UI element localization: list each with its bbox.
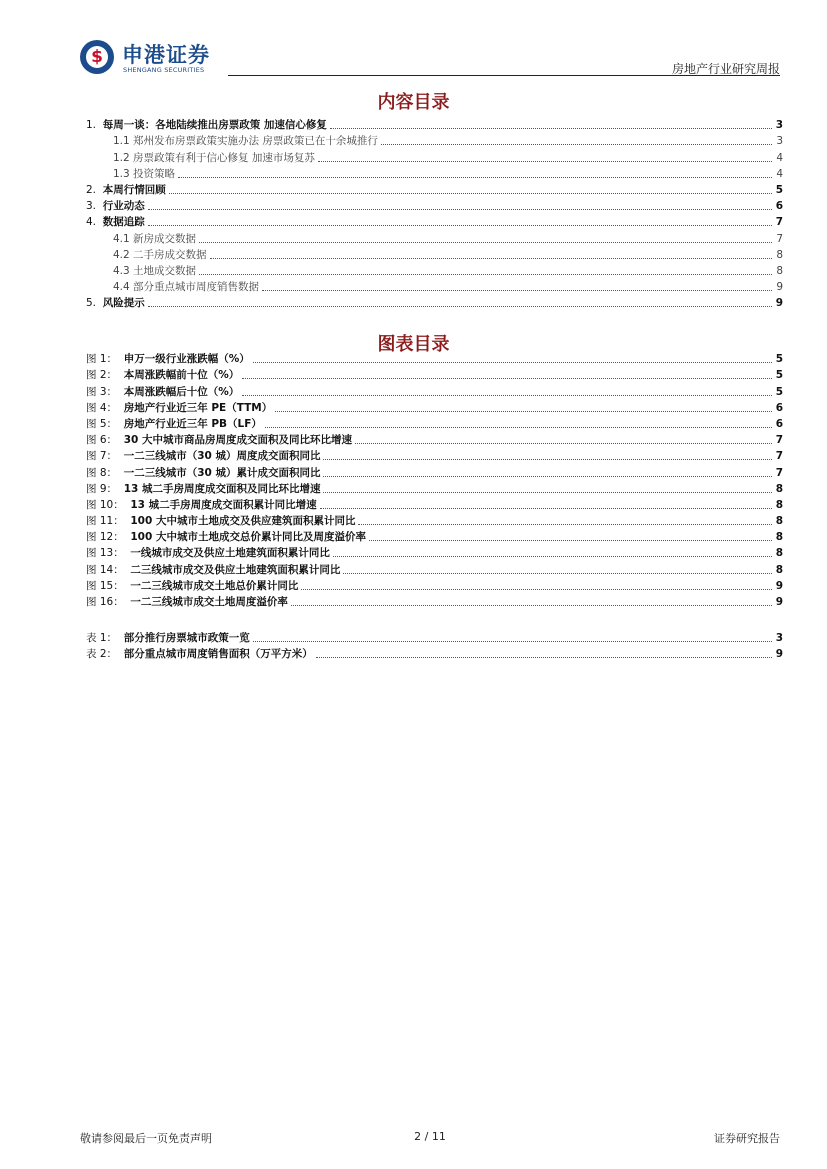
- entry-number: 图 16：: [86, 596, 131, 608]
- entry-page-number: 9: [775, 579, 783, 592]
- dot-leader: [381, 144, 772, 145]
- dot-leader: [291, 605, 772, 606]
- toc-entry[interactable]: [86, 132, 783, 148]
- entry-label: 房地产行业近三年 PE（TTM）: [123, 401, 273, 414]
- entry-number: 图 8：: [86, 466, 124, 479]
- figures-title: 图表目录: [377, 334, 450, 355]
- entry-label: 二三线城市成交及供应土地建筑面积累计同比: [130, 563, 341, 576]
- entry-page-number: 6: [775, 417, 783, 430]
- entry-number: 图 5：: [86, 417, 124, 430]
- entry-page-number: 8: [775, 531, 783, 544]
- entry-label: 1.2 房票政策有利于信心修复 加速市场复苏: [113, 151, 315, 164]
- dot-leader: [199, 274, 772, 275]
- dot-leader: [318, 161, 772, 162]
- tables-list: [86, 629, 783, 661]
- entry-label: 房地产行业近三年 PB（LF）: [123, 417, 262, 430]
- dot-leader: [323, 459, 772, 460]
- dot-leader: [199, 242, 772, 243]
- table-entry[interactable]: [86, 645, 783, 661]
- toc-entry[interactable]: [86, 181, 783, 197]
- entry-label: 4.3 土地成交数据: [113, 264, 197, 277]
- entry-page-number: 6: [775, 200, 783, 213]
- entry-page-number: 9: [775, 297, 783, 310]
- toc-entry[interactable]: [86, 116, 783, 132]
- entry-page-number: 8: [775, 563, 783, 576]
- entry-number: 图 9：: [86, 482, 124, 495]
- logo-text-cn: 申港证券: [122, 43, 210, 67]
- entry-number: 表 1：: [86, 632, 124, 645]
- report-type: 房地产行业研究周报: [671, 62, 780, 76]
- contents-list: [86, 116, 783, 310]
- dot-leader: [210, 258, 772, 259]
- entry-page-number: 8: [775, 482, 783, 495]
- entry-label: 一二三线城市（30 城）周度成交面积同比: [123, 450, 321, 463]
- entry-label: 数据追踪: [102, 216, 145, 229]
- dot-leader: [253, 362, 772, 363]
- figure-entry[interactable]: [86, 560, 783, 576]
- figure-entry[interactable]: [86, 496, 783, 512]
- figure-entry[interactable]: [86, 447, 783, 463]
- entry-number: 表 2：: [86, 648, 124, 661]
- dot-leader: [301, 589, 772, 590]
- toc-entry[interactable]: [86, 262, 783, 278]
- entry-label: 一二三线城市成交土地周度溢价率: [130, 596, 288, 608]
- entry-label: 100 大中城市土地成交总价累计同比及周度溢价率: [130, 531, 366, 544]
- entry-page-number: 8: [775, 515, 783, 528]
- dot-leader: [169, 193, 772, 194]
- entry-label: 1.1 郑州发布房票政策实施办法 房票政策已在十余城推行: [113, 135, 378, 148]
- page-number: 2 / 11: [414, 1130, 446, 1143]
- toc-entry[interactable]: [86, 213, 783, 229]
- entry-label: 行业动态: [102, 200, 145, 213]
- table-entry[interactable]: [86, 629, 783, 645]
- entry-label: 4.2 二手房成交数据: [113, 248, 207, 261]
- entry-page-number: 3: [775, 119, 783, 132]
- entry-label: 本周涨跌幅后十位（%）: [123, 385, 240, 398]
- entry-number: 图 7：: [86, 450, 124, 463]
- entry-number: 图 4：: [86, 401, 124, 414]
- figure-entry[interactable]: [86, 382, 783, 398]
- dot-leader: [265, 427, 772, 428]
- contents-title: 内容目录: [377, 92, 450, 113]
- disclaimer-note: 敬请参阅最后一页免责声明: [80, 1132, 212, 1145]
- entry-label: 4.4 部分重点城市周度销售数据: [113, 281, 260, 294]
- dot-leader: [320, 508, 772, 509]
- entry-page-number: 9: [776, 281, 783, 294]
- dot-leader: [148, 306, 772, 307]
- entry-page-number: 8: [775, 498, 783, 511]
- entry-number: 图 1：: [86, 353, 124, 366]
- entry-label: 一线城市成交及供应土地建筑面积累计同比: [130, 547, 330, 560]
- figure-entry[interactable]: [86, 463, 783, 479]
- dot-leader: [343, 573, 772, 574]
- entry-label: 100 大中城市土地成交及供应建筑面积累计同比: [130, 515, 356, 528]
- toc-entry[interactable]: [86, 197, 783, 213]
- dot-leader: [330, 128, 772, 129]
- figure-entry[interactable]: [86, 528, 783, 544]
- entry-label: 本周行情回顾: [102, 183, 166, 196]
- entry-page-number: 8: [775, 547, 783, 560]
- entry-label: 13 城二手房周度成交面积累计同比增速: [130, 498, 317, 511]
- entry-label: 申万一级行业涨跌幅（%）: [123, 353, 250, 366]
- dot-leader: [253, 641, 772, 642]
- entry-page-number: 7: [775, 434, 783, 447]
- entry-label: 风险提示: [102, 297, 145, 310]
- entry-page-number: 7: [775, 216, 783, 229]
- toc-entry[interactable]: [86, 229, 783, 245]
- dot-leader: [323, 476, 772, 477]
- document-type: 证券研究报告: [714, 1132, 780, 1145]
- entry-page-number: 5: [775, 183, 783, 196]
- entry-number: 4.: [86, 216, 103, 229]
- entry-page-number: 3: [775, 632, 783, 645]
- dot-leader: [148, 225, 772, 226]
- dot-leader: [242, 378, 772, 379]
- entry-page-number: 9: [775, 648, 783, 661]
- entry-page-number: 7: [775, 466, 783, 479]
- entry-label: 一二三线城市成交土地总价累计同比: [130, 579, 299, 592]
- entry-label: 1.3 投资策略: [113, 167, 176, 180]
- entry-number: 图 2：: [86, 369, 124, 382]
- entry-page-number: 3: [776, 135, 783, 148]
- entry-label: 30 大中城市商品房周度成交面积及同比环比增速: [123, 434, 352, 447]
- figure-entry[interactable]: [86, 593, 783, 609]
- entry-page-number: 9: [775, 596, 783, 608]
- figures-list: [86, 350, 783, 609]
- dot-leader: [369, 540, 772, 541]
- entry-label: 一二三线城市（30 城）累计成交面积同比: [123, 466, 321, 479]
- dot-leader: [262, 290, 772, 291]
- figure-entry[interactable]: [86, 431, 783, 447]
- dot-leader: [358, 524, 772, 525]
- entry-page-number: 4: [776, 151, 783, 164]
- figure-entry[interactable]: [86, 350, 783, 366]
- entry-label: 4.1 新房成交数据: [113, 232, 197, 245]
- figure-entry[interactable]: [86, 544, 783, 560]
- entry-number: 图 3：: [86, 385, 124, 398]
- entry-number: 图 13：: [86, 547, 131, 560]
- entry-number: 图 12：: [86, 531, 131, 544]
- toc-entry[interactable]: [86, 148, 783, 164]
- entry-page-number: 5: [775, 353, 783, 366]
- entry-label: 部分推行房票城市政策一览: [123, 632, 250, 645]
- figure-entry[interactable]: [86, 366, 783, 382]
- dot-leader: [178, 177, 772, 178]
- entry-page-number: 7: [775, 450, 783, 463]
- entry-number: 2.: [86, 183, 103, 196]
- entry-number: 图 14：: [86, 563, 131, 576]
- toc-entry[interactable]: [86, 294, 783, 310]
- entry-page-number: 6: [775, 401, 783, 414]
- figure-entry[interactable]: [86, 512, 783, 528]
- entry-number: 3.: [86, 200, 103, 213]
- dot-leader: [333, 556, 772, 557]
- toc-entry[interactable]: [86, 165, 783, 181]
- entry-page-number: 8: [776, 248, 783, 261]
- entry-label: 本周涨跌幅前十位（%）: [123, 369, 240, 382]
- shengang-logo-icon: $: [80, 40, 114, 74]
- toc-entry[interactable]: [86, 278, 783, 294]
- figure-entry[interactable]: [86, 480, 783, 496]
- entry-label: 部分重点城市周度销售面积（万平方米）: [123, 648, 313, 661]
- entry-number: 图 6：: [86, 434, 124, 447]
- entry-page-number: 5: [775, 369, 783, 382]
- dot-leader: [242, 395, 772, 396]
- entry-label: 13 城二手房周度成交面积及同比环比增速: [123, 482, 321, 495]
- dot-leader: [148, 209, 772, 210]
- entry-number: 图 10：: [86, 498, 131, 511]
- toc-entry[interactable]: [86, 246, 783, 262]
- dot-leader: [355, 443, 772, 444]
- entry-page-number: 7: [776, 232, 783, 245]
- figure-entry[interactable]: [86, 577, 783, 593]
- entry-number: 5.: [86, 297, 103, 310]
- dot-leader: [316, 657, 772, 658]
- entry-number: 1.: [86, 119, 103, 132]
- header-divider: [228, 75, 780, 76]
- entry-page-number: 4: [776, 167, 783, 180]
- entry-label: 每周一谈：各地陆续推出房票政策 加速信心修复: [102, 119, 327, 132]
- entry-page-number: 5: [775, 385, 783, 398]
- entry-page-number: 8: [776, 264, 783, 277]
- figure-entry[interactable]: [86, 415, 783, 431]
- dot-leader: [275, 411, 772, 412]
- figure-entry[interactable]: [86, 399, 783, 415]
- dot-leader: [323, 492, 772, 493]
- page-header: [80, 38, 780, 78]
- entry-number: 图 11：: [86, 515, 131, 528]
- logo-text-en: SHENGANG SECURITIES: [123, 66, 205, 74]
- entry-number: 图 15：: [86, 579, 131, 592]
